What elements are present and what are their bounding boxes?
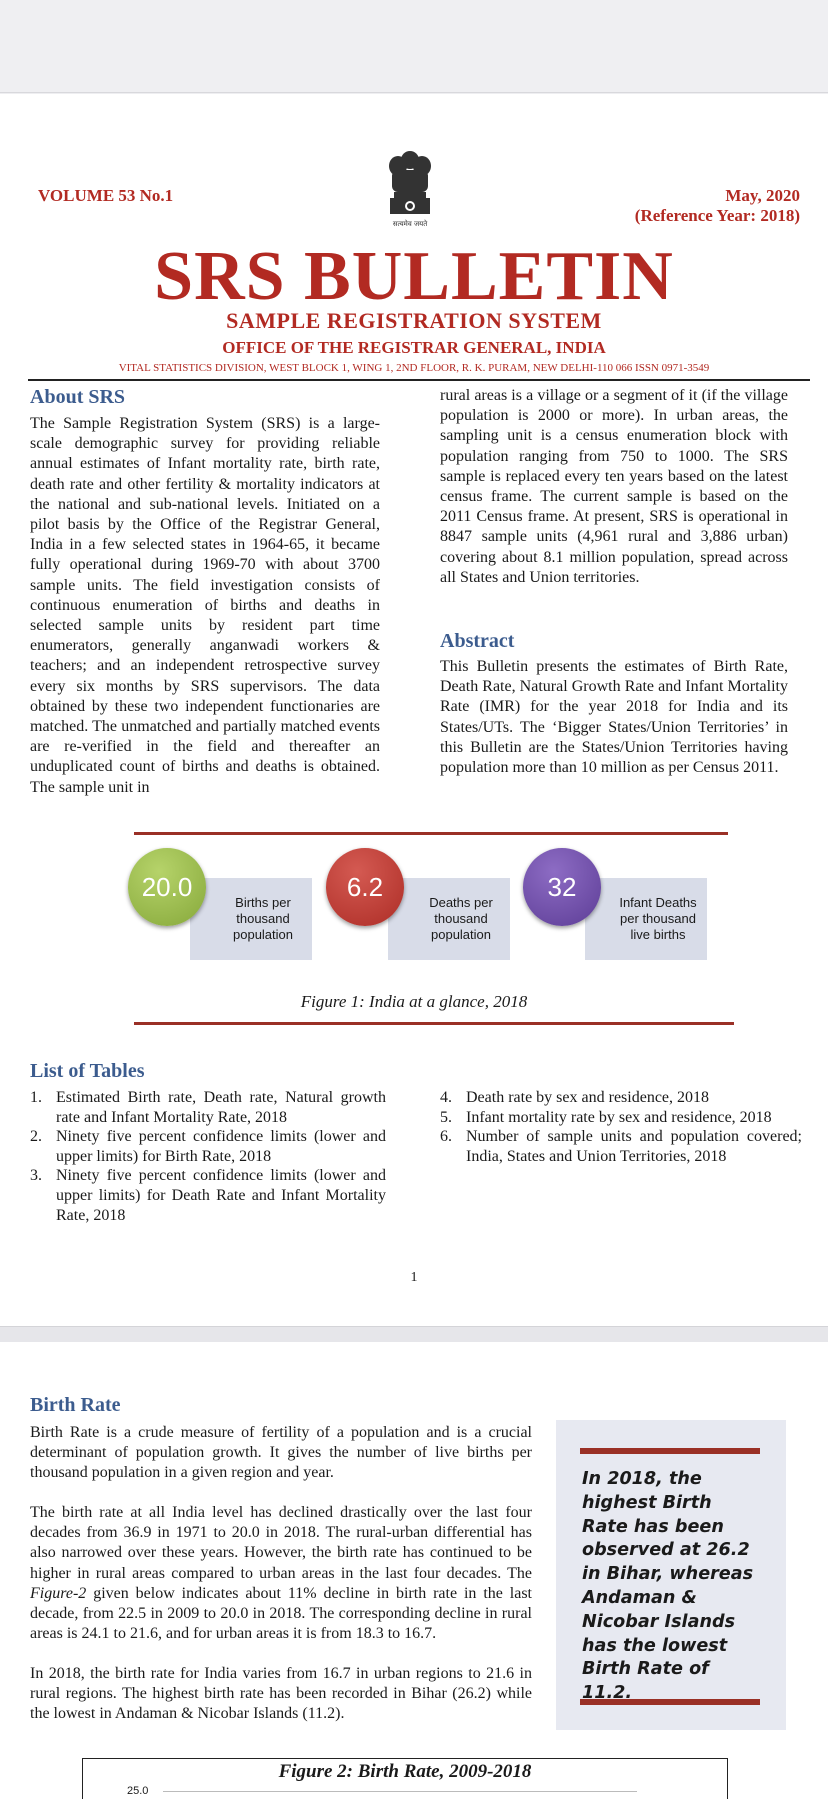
- issue-month: May, 2020: [725, 186, 800, 205]
- header-divider: [28, 379, 810, 381]
- stat-box-infant-deaths: [585, 878, 707, 960]
- list-item: 3. Ninety five percent confidence limits (lower and upper limits) for Death Rate and Infant Mortality Rate, 2018: [30, 1167, 386, 1224]
- office-address: VITAL STATISTICS DIVISION, WEST BLOCK 1, WING 1, 2ND FLOOR, R. K. PURAM, NEW DELHI-110 066 ISSN 0971-3549: [118, 362, 710, 374]
- figure2-frame: [82, 1758, 728, 1799]
- infant-deaths-label: Infant Deaths per thousand live births: [585, 878, 707, 960]
- birth-rate-para-3: In 2018, the birth rate for India varies from 16.7 in urban regions to 21.6 in rural regions. The highest birth rate has been recorded in Bihar (26.2) while the lowest in Andaman & Nicobar Islands (11.2).: [30, 1665, 532, 1723]
- abstract-text: This Bulletin presents the estimates of Birth Rate, Death Rate, Natural Growth Rate and Infant Mortality Rate (IMR) for the year 2018 for India and its States/UTs. The ‘Bigger States/Union Territories’ in this Bulletin are the States/Union Territories having population more than 10 million as per Census 2011.: [440, 658, 788, 777]
- figure1-bottom-rule: [134, 1022, 734, 1025]
- deaths-value-circle: 6.2: [326, 848, 404, 926]
- about-srs-text-right: rural areas is a village or a segment of it (if the village population is 2000 or more). In urban areas, the sampling unit is a census enumeration block with population ranging from 750 to 1000. The SRS sample is replaced every ten years based on the latest census frame. The current sample is based on the 2011 Census frame. At present, SRS is operational in 8847 sample units (4,961 rural and 3,886 urban) covering about 8.1 million population, spread across all States and Union territories.: [440, 387, 788, 586]
- issue-date: [635, 186, 800, 226]
- list-item: 2. Ninety five percent confidence limits (lower and upper limits) for Birth Rate, 2018: [30, 1128, 386, 1165]
- sidebar-top-rule: [580, 1448, 760, 1454]
- deaths-label: Deaths per thousand population: [388, 878, 510, 960]
- page-number: 1: [410, 1270, 418, 1285]
- figure1-caption: Figure 1: India at a glance, 2018: [300, 992, 528, 1011]
- tables-list-left: [30, 1088, 386, 1225]
- figure2-y-tick: 25.0: [127, 1785, 149, 1797]
- births-label: Births per thousand population: [190, 878, 312, 960]
- bulletin-title: SRS BULLETIN: [154, 238, 674, 315]
- tables-list-right: [440, 1088, 802, 1166]
- abstract-heading: Abstract: [440, 630, 515, 652]
- figure1-top-rule: [134, 832, 728, 835]
- birth-rate-para-1: Birth Rate is a crude measure of fertility of a population and is a crucial determinant of population growth. It gives the number of live births per thousand population in a given region and year.: [30, 1424, 532, 1482]
- list-item: 5. Infant mortality rate by sex and residence, 2018: [440, 1108, 772, 1126]
- about-srs-heading: About SRS: [30, 386, 126, 408]
- figure2-title: Figure 2: Birth Rate, 2009-2018: [278, 1761, 532, 1782]
- sidebar-quote: In 2018, the highest Birth Rate has been observed at 26.2 in Bihar, whereas Andaman & Nicobar Islands has the lowest Birth Rate of 11.2.: [582, 1469, 754, 1704]
- volume-label: VOLUME 53 No.1: [38, 186, 174, 205]
- births-value-circle: 20.0: [128, 848, 206, 926]
- national-emblem-icon: [380, 146, 440, 230]
- list-of-tables-heading: List of Tables: [30, 1060, 145, 1082]
- infant-deaths-value-circle: 32: [523, 848, 601, 926]
- birth-rate-para-2: The birth rate at all India level has declined drastically over the last four decades from 36.9 in 1971 to 20.0 in 2018. The rural-urban differential has also narrowed over these years. However, the birth rate has continued to be higher in rural areas compared to urban areas in the last four decades. The Figure-2 given below indicates about 11% decline in birth rate in the last decade, from 22.5 in 2009 to 20.0 in 2018. The corresponding decline in rural areas is 24.1 to 21.6, and for urban areas it is from 18.3 to 16.7.: [30, 1504, 532, 1643]
- about-srs-text-left: The Sample Registration System (SRS) is a large-scale demographic survey for providing reliable annual estimates of Infant mortality rate, birth rate, death rate and other fertility & mortality indicators at the national and sub-national levels. Initiated on a pilot basis by the Office of the Registrar General, India in a few selected states in 1964-65, it became fully operational during 1969-70 with about 3700 sample units. The field investigation consists of continuous enumeration of births and deaths in selected sample units by resident part time enumerators, generally anganwadi workers & teachers; and an independent retrospective survey every six months by SRS supervisors. The data obtained by these two independent functionaries are matched. The unmatched and partially matched events are re-verified in the field and thereafter an unduplicated count of births and deaths is obtained. The sample unit in: [30, 415, 380, 796]
- list-item: 1. Estimated Birth rate, Death rate, Natural growth rate and Infant Mortality Rate, 2018: [30, 1089, 386, 1126]
- office-name: OFFICE OF THE REGISTRAR GENERAL, INDIA: [222, 338, 606, 357]
- viewer-top-bar: [0, 0, 828, 93]
- stat-box-deaths: [388, 878, 510, 960]
- reference-year: (Reference Year: 2018): [634, 206, 800, 225]
- emblem-motto: सत्यमेव जयते: [392, 220, 428, 228]
- stat-box-births: [190, 878, 312, 960]
- sidebar-bottom-rule: [580, 1699, 760, 1705]
- bulletin-subtitle: SAMPLE REGISTRATION SYSTEM: [226, 308, 602, 333]
- birth-rate-heading: Birth Rate: [30, 1394, 121, 1416]
- list-item: 4. Death rate by sex and residence, 2018: [440, 1089, 710, 1106]
- list-item: 6. Number of sample units and population covered; India, States and Union Territories, 2018: [440, 1128, 802, 1165]
- page-1: [0, 94, 828, 1326]
